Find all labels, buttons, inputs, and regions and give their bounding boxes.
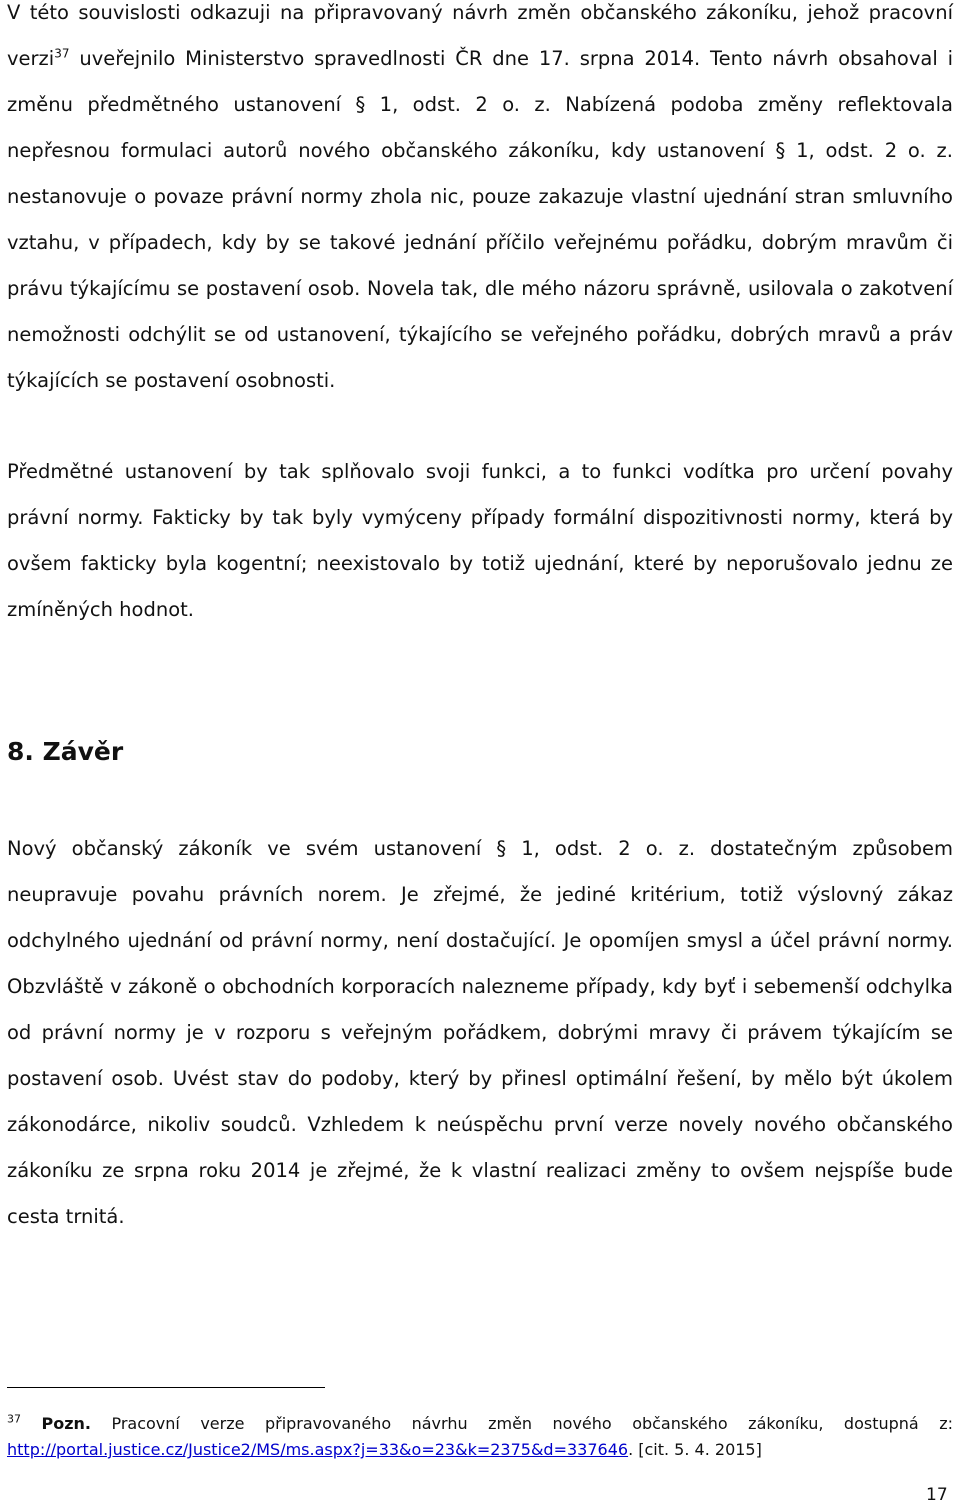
footnote-reference[interactable]: 37 (54, 46, 70, 61)
paragraph-3: Nový občanský zákoník ve svém ustanovení § 1, odst. 2 o. z. dostatečným způsobem neupravuje povahu právních norem. Je zřejmé, že jediné kritérium, totiž výslovný zákaz odchylného ujednání od právní normy, není dostačující. Je opomíjen smysl a účel právní normy. Obzvláště v zákoně o obchodních korporacích nalezneme případy, kdy byť i sebemenší odchylka od právní normy je v rozporu s veřejným pořádkem, dobrými mravy či právem týkajícím se postavení osob. Uvést stav do podoby, který by přinesl optimální řešení, by mělo být úkolem zákonodárce, nikoliv soudců. Vzhledem k neúspěchu první verze novely nového občanského zákoníku ze srpna roku 2014 je zřejmé, že k vlastní realizaci změny to ovšem nejspíše bude cesta trnitá. (7, 837, 953, 1228)
footnote-text: Pracovní verze připravovaného návrhu změn nového občanského zákoníku, dostupná z: (90, 1414, 953, 1433)
footnote-divider (7, 1387, 325, 1388)
paragraph-1-text-b: uveřejnilo Ministerstvo spravedlnosti ČR dne 17. srpna 2014. Tento návrh obsahoval i změnu předmětného ustanovení § 1, odst. 2 o. z. Nabízená podoba změny reflektovala nepřesnou formulaci autorů nového občanského zákoníku, kdy ustanovení § 1, odst. 2 o. z. nestanovuje o povaze právní normy zhola nic, pouze zakazuje vlastní ujednání stran smluvního vztahu, v případech, kdy by se takové jednání příčilo veřejnému pořádku, dobrým mravům či právu týkajícímu se postavení osob. Novela tak, dle mého názoru správně, usilovala o zakotvení nemožnosti odchýlit se od ustanovení, týkajícího se veřejného pořádku, dobrých mravů a práv týkajících se postavení osobnosti. (7, 47, 953, 392)
footnote-number: 37 (7, 1412, 21, 1426)
footnote-link[interactable]: http://portal.justice.cz/Justice2/MS/ms.aspx?j=33&o=23&k=2375&d=337646 (7, 1440, 629, 1459)
footnote-citation: . [cit. 5. 4. 2015] (628, 1440, 762, 1459)
section-heading: 8. Závěr (7, 737, 124, 766)
footnote-label: Pozn. (41, 1414, 91, 1433)
page-number: 17 (926, 1485, 948, 1505)
paragraph-1-text-a: V této souvislosti odkazuji na připravovaný návrh změn občanského zákoníku, jehož pracovní verzi (7, 1, 953, 70)
paragraph-2: Předmětné ustanovení by tak splňovalo svoji funkci, a to funkci vodítka pro určení povahy právní normy. Fakticky by tak byly vymýceny případy formální dispozitivnosti normy, která by ovšem fakticky byla kogentní; neexistovalo by totiž ujednání, které by neporušovalo jednu ze zmíněných hodnot. (7, 460, 953, 621)
footnote (7, 1411, 953, 1463)
paragraph-1 (7, 0, 953, 404)
